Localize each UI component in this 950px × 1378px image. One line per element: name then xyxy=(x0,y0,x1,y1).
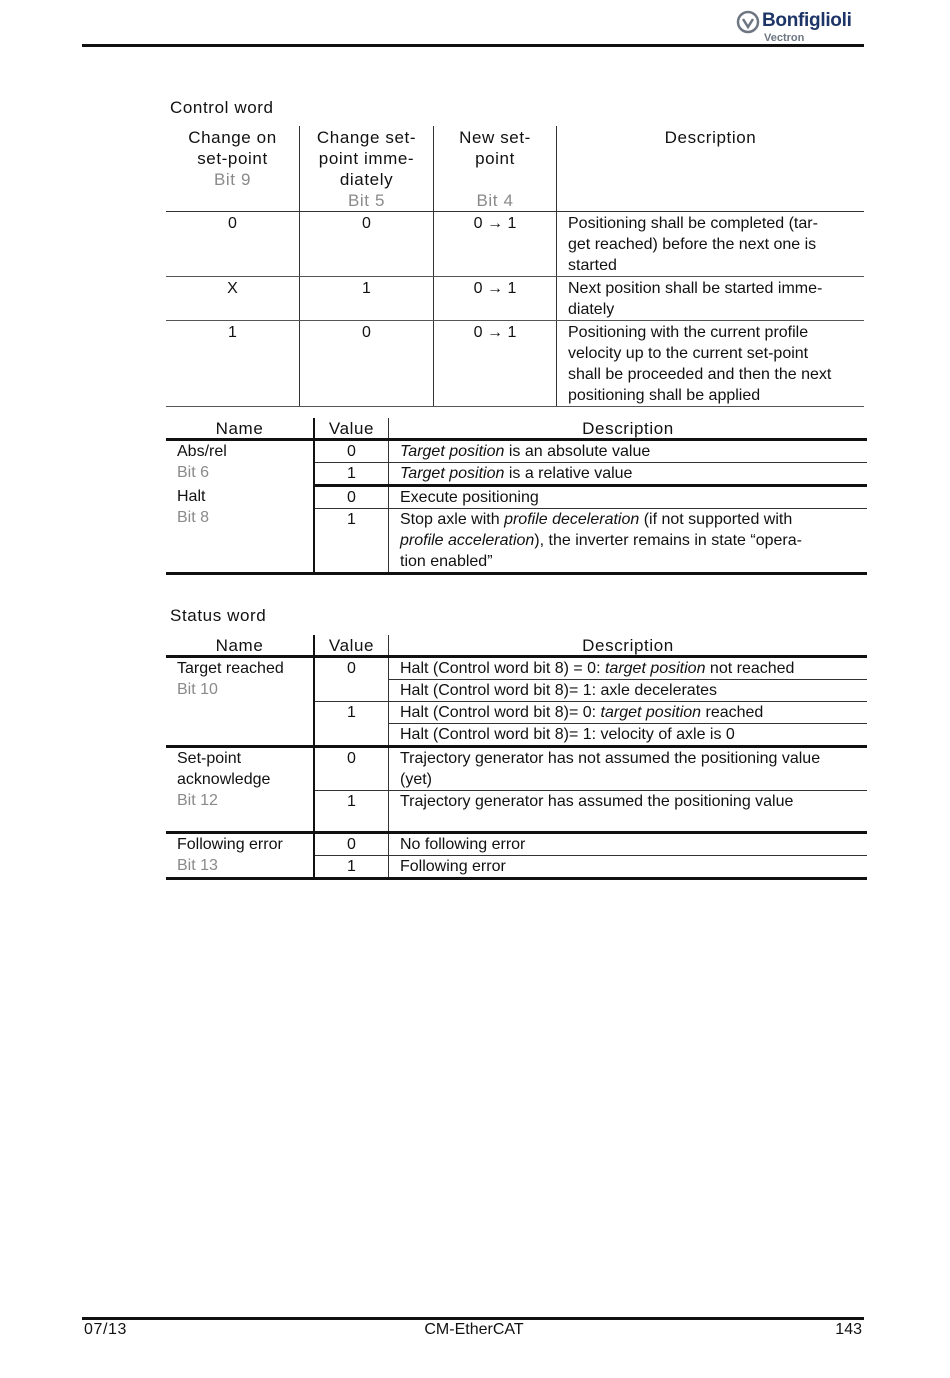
col-change-setpoint-immediately: Change set- point imme- diately Bit 5 xyxy=(300,126,434,212)
absrel-name: Abs/rel Bit 6 xyxy=(166,440,314,486)
following-error-name: Following error Bit 13 xyxy=(166,833,314,879)
cell-value: 1 xyxy=(314,702,389,747)
table-row xyxy=(166,747,867,791)
cell-description: Halt (Control word bit 8)= 1: axle decelerates xyxy=(389,680,868,702)
logo-brand-sub: Vectron xyxy=(764,32,805,44)
control-table-header xyxy=(166,126,864,212)
cell-bit5: 1 xyxy=(300,277,434,321)
header-name: Name xyxy=(166,635,314,657)
control-bits-table xyxy=(166,418,867,575)
cell-description: Target position is a relative value xyxy=(389,463,868,486)
header-value: Value xyxy=(314,635,389,657)
header-name: Name xyxy=(166,418,314,440)
status-word-title: Status word xyxy=(170,606,267,625)
cell-bit9: 0 xyxy=(166,212,300,277)
cell-description: Positioning with the current profile velocity up to the current set-point shall be proceeded and then the next positioning shall be applied xyxy=(557,321,865,407)
footer-page-number: 143 xyxy=(835,1321,862,1338)
cell-description: Execute positioning xyxy=(389,486,868,509)
cell-bit5: 0 xyxy=(300,321,434,407)
cell-value: 1 xyxy=(314,463,389,486)
col-description: Description xyxy=(664,128,757,147)
cell-description: Halt (Control word bit 8) = 0: target position not reached xyxy=(389,657,868,680)
cell-description: No following error xyxy=(389,833,868,856)
footer-rule xyxy=(82,1317,864,1320)
table-row xyxy=(166,440,867,463)
cell-value: 1 xyxy=(314,791,389,833)
cell-description: Halt (Control word bit 8)= 1: velocity of axle is 0 xyxy=(389,724,868,747)
cell-bit4: 0 → 1 xyxy=(434,277,557,321)
cell-bit4: 0 → 1 xyxy=(434,212,557,277)
cell-description: Stop axle with profile deceleration (if not supported with profile acceleration), the inverter remains in state “opera- tion enabled” xyxy=(389,509,868,574)
logo-emblem-icon xyxy=(736,10,760,34)
cell-value: 0 xyxy=(314,657,389,702)
header-value: Value xyxy=(314,418,389,440)
status-word-table xyxy=(166,635,867,880)
cell-description: Halt (Control word bit 8)= 0: target position reached xyxy=(389,702,868,724)
table-row xyxy=(166,321,864,407)
table-row xyxy=(166,277,864,321)
header-description: Description xyxy=(389,635,868,657)
logo-brand: Bonfiglioli xyxy=(762,10,852,31)
setpoint-ack-name: Set-point acknowledge Bit 12 xyxy=(166,747,314,833)
cell-value: 1 xyxy=(314,856,389,879)
cell-description: Trajectory generator has not assumed the positioning value (yet) xyxy=(389,747,868,791)
table-row xyxy=(166,657,867,680)
cell-description: Following error xyxy=(389,856,868,879)
col-new-setpoint: New set- point Bit 4 xyxy=(434,126,557,212)
cell-value: 1 xyxy=(314,509,389,574)
header-rule xyxy=(82,44,864,47)
table-row xyxy=(166,212,864,277)
bonfiglioli-logo xyxy=(734,6,864,44)
cell-value: 0 xyxy=(314,833,389,856)
col-change-on-setpoint: Change on set-point Bit 9 xyxy=(188,128,277,189)
control-word-table xyxy=(166,126,864,407)
cell-description: Target position is an absolute value xyxy=(389,440,868,463)
footer-document-name: CM-EtherCAT xyxy=(424,1321,524,1338)
cell-value: 0 xyxy=(314,486,389,509)
cell-bit9: X xyxy=(166,277,300,321)
table-row xyxy=(166,486,867,509)
cell-bit5: 0 xyxy=(300,212,434,277)
cell-value: 0 xyxy=(314,747,389,791)
cell-description: Next position shall be started imme- diately xyxy=(557,277,865,321)
footer-date: 07/13 xyxy=(84,1321,128,1338)
cell-bit9: 1 xyxy=(166,321,300,407)
control-bits-header xyxy=(166,418,867,440)
cell-bit4: 0 → 1 xyxy=(434,321,557,407)
control-word-title: Control word xyxy=(170,98,274,117)
status-word-header xyxy=(166,635,867,657)
cell-description: Positioning shall be completed (tar- get reached) before the next one is started xyxy=(557,212,865,277)
header-description: Description xyxy=(389,418,868,440)
table-row xyxy=(166,833,867,856)
cell-value: 0 xyxy=(314,440,389,463)
target-reached-name: Target reached Bit 10 xyxy=(166,657,314,747)
cell-description: Trajectory generator has assumed the positioning value xyxy=(389,791,868,833)
halt-name: Halt Bit 8 xyxy=(166,486,314,574)
